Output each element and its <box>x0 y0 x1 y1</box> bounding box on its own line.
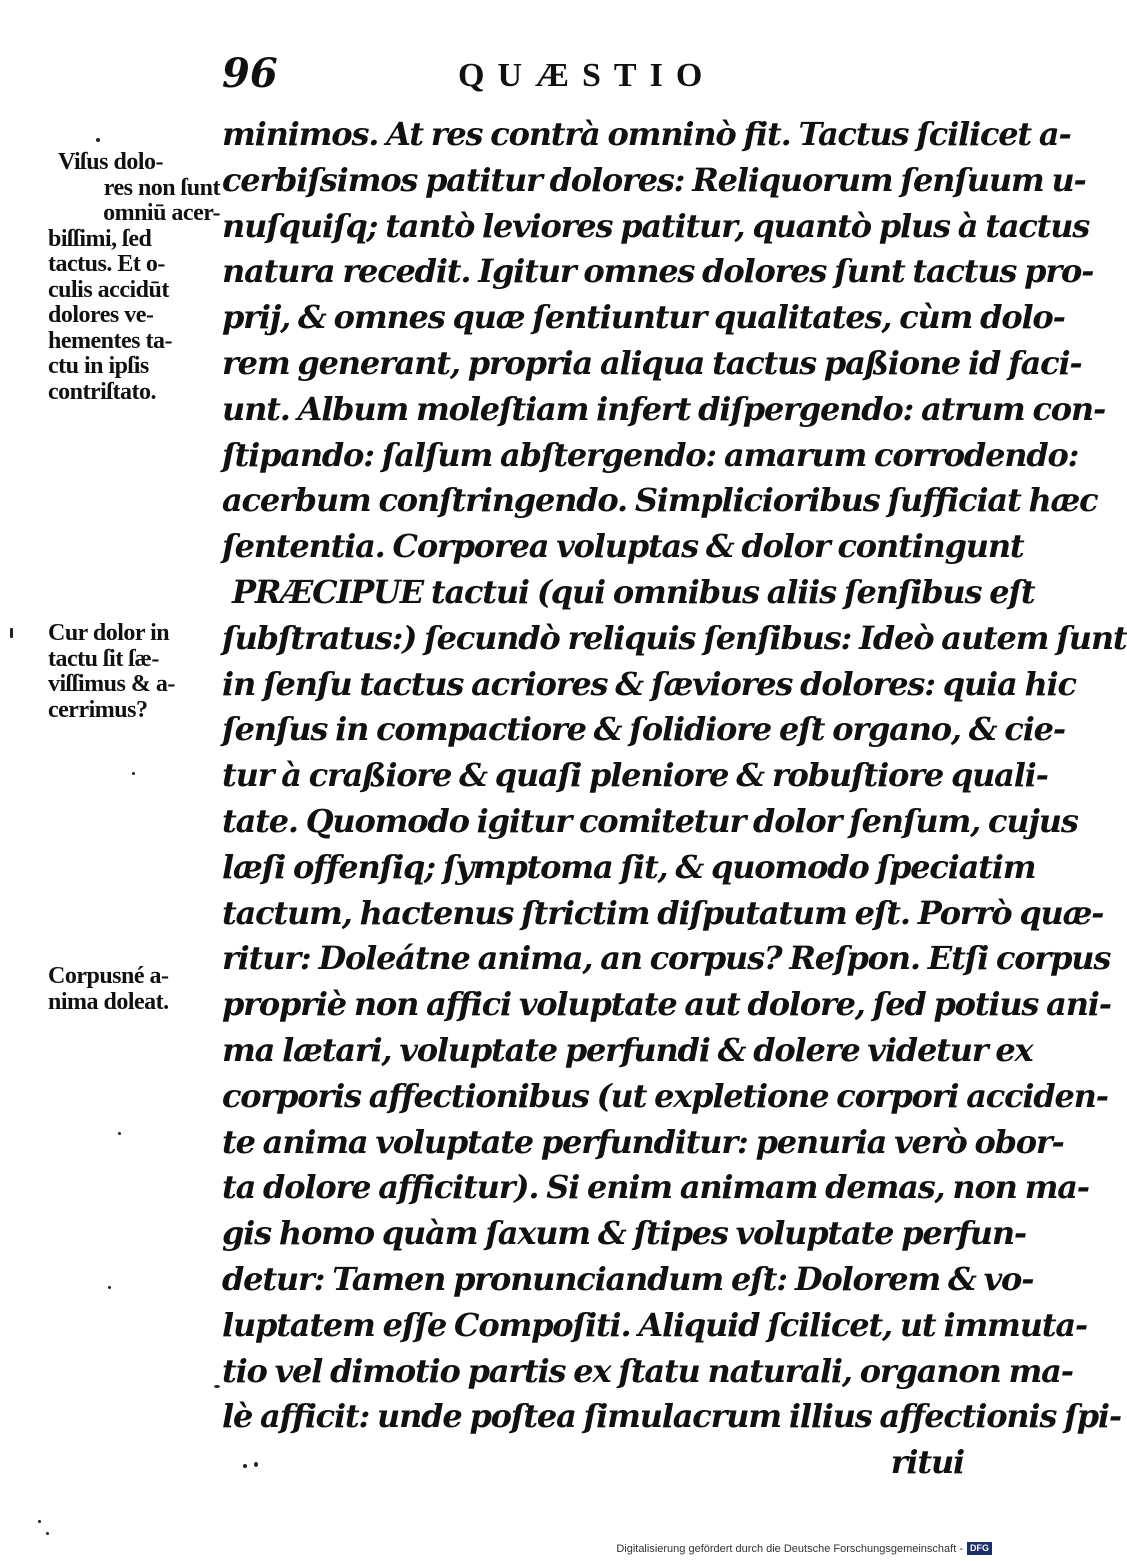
margin-note-corpusne <box>48 964 220 1015</box>
text-line: PRÆCIPUE tactui (qui omnibus aliis ſenſibus eſt <box>232 572 1035 611</box>
margin-note-visus <box>48 150 220 405</box>
text-line: ſtipando: ſalſum abſtergendo: amarum corrodendo: <box>222 435 1079 474</box>
text-line: luptatem eſſe Compoſiti. Aliquid ſcilicet, ut immuta- <box>222 1305 1087 1344</box>
page-number: 96 <box>222 50 278 97</box>
text-line: detur: Tamen pronunciandum eſt: Dolorem & vo- <box>222 1259 1034 1298</box>
text-line: ſubſtratus:) ſecundò reliquis ſenſibus: Ideò autem ſunt <box>222 618 1127 657</box>
scan-speck <box>10 628 13 638</box>
dfg-logo: DFG <box>967 1542 992 1555</box>
margin-note-line: Cur dolor in <box>48 620 170 646</box>
text-line: in ſenſu tactus acriores & ſæviores dolores: quia hic <box>222 664 1076 703</box>
scan-speck <box>108 1286 111 1289</box>
text-line: ma lætari, voluptate perfundi & dolere videtur ex <box>222 1030 1033 1069</box>
text-line: tate. Quomodo igitur comitetur dolor ſenſum, cujus <box>222 801 1078 840</box>
text-line: cerbiſsimos patitur dolores: Reliquorum ſenſuum u- <box>222 160 1086 199</box>
scan-speck <box>132 772 135 775</box>
text-line: ta dolore afficitur). Si enim animam demas, non ma- <box>222 1168 1089 1207</box>
digitization-credit: Digitalisierung gefördert durch die Deutsche Forschungsgemeinschaft - <box>616 1542 963 1555</box>
margin-note-line: cerrimus? <box>48 696 148 723</box>
text-line: nuſquiſq; tantò leviores patitur, quantò plus à tactus <box>222 206 1090 245</box>
margin-note-line: viſſimus & a- <box>48 671 175 697</box>
scan-speck <box>38 1520 41 1523</box>
text-line: acerbum conſtringendo. Simplicioribus ſufficiat hæc <box>222 481 1098 520</box>
scan-speck <box>46 1532 49 1535</box>
scan-speck <box>214 1385 220 1388</box>
margin-note-line: tactus. Et o- <box>48 251 165 277</box>
text-line: ſententia. Corporea voluptas & dolor contingunt <box>222 527 1024 566</box>
text-line: lè afficit: unde poſtea ſimulacrum illius affectionis ſpi- <box>222 1397 1121 1436</box>
scan-speck <box>254 1462 258 1467</box>
scan-speck <box>96 138 100 142</box>
margin-note-line: res non ſunt <box>103 174 220 201</box>
margin-note-line: Viſus dolo- <box>58 149 163 175</box>
text-line: natura recedit. Igitur omnes dolores ſunt tactus pro- <box>222 252 1094 291</box>
margin-note-line: dolores ve- <box>48 302 154 328</box>
margin-note-line: ctu in ipſis <box>48 353 149 379</box>
text-line: rem generant, propria aliqua tactus paßione id faci- <box>222 343 1082 382</box>
scan-speck <box>243 1464 247 1468</box>
margin-note-line: Corpusné a- <box>48 963 169 989</box>
text-line: ritur: Doleátne anima, an corpus? Reſpon. Etſi corpus <box>222 939 1111 978</box>
text-line: unt. Album moleſtiam infert diſpergendo: atrum con- <box>222 389 1106 428</box>
margin-note-line: hementes ta- <box>48 327 172 354</box>
scan-speck <box>118 1132 121 1135</box>
catchword: ritui <box>890 1443 964 1482</box>
text-line: tactum, hactenus ſtrictim diſputatum eſt. Porrò quæ- <box>222 893 1104 932</box>
text-line: prij, & omnes quæ ſentiuntur qualitates, cùm dolo- <box>222 298 1065 337</box>
margin-note-cur-dolor <box>48 621 220 723</box>
text-line: gis homo quàm ſaxum & ſtipes voluptate perfun- <box>222 1214 1026 1253</box>
text-line: corporis affectionibus (ut expletione corpori acciden- <box>222 1076 1108 1115</box>
margin-note-line: biſſimi, ſed <box>48 225 152 252</box>
digitization-footer <box>616 1542 992 1555</box>
margin-note-line: omniū acer- <box>103 200 220 226</box>
margin-note-line: tactu ſit ſæ- <box>48 645 159 672</box>
text-line: læſi offenſiq; ſymptoma ſit, & quomodo ſpeciatim <box>222 847 1036 886</box>
margin-note-line: contriſtato. <box>48 378 156 405</box>
text-line: minimos. At res contrà omninò fit. Tactus ſcilicet a- <box>222 115 1071 153</box>
text-line: tio vel dimotio partis ex ſtatu naturali, organon ma- <box>222 1351 1073 1390</box>
margin-note-line: nima doleat. <box>48 988 169 1015</box>
running-head: QUÆSTIO <box>458 57 716 94</box>
text-line: tur à craßiore & quaſi pleniore & robuſtiore quali- <box>222 756 1048 795</box>
main-text-block <box>222 112 1127 1486</box>
text-line: te anima voluptate perfunditur: penuria verò obor- <box>222 1122 1064 1161</box>
text-line: propriè non affici voluptate aut dolore, ſed potius ani- <box>222 985 1111 1024</box>
text-line: ſenſus in compactiore & ſolidiore eſt organo, & cie- <box>222 710 1065 749</box>
margin-note-line: culis accidūt <box>48 276 169 303</box>
